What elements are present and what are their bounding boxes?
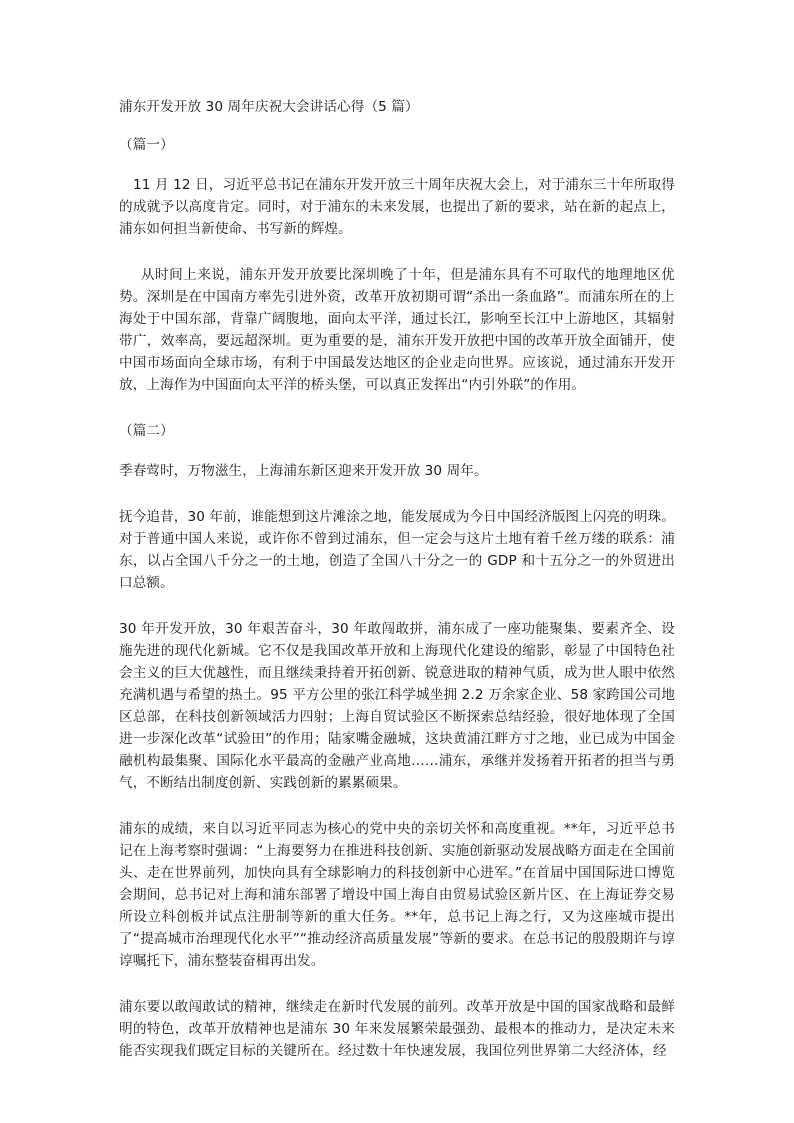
document-title: 浦东开发开放 30 周年庆祝大会讲话心得（5 篇） [119,99,419,115]
section-heading-1: （篇一） [119,137,174,153]
paragraph: 抚今追昔，30 年前，谁能想到这片滩涂之地，能发展成为今日中国经济版图上闪亮的明珠。对于普通中国人来说，或许你不曾到过浦东，但一定会与这片土地有着千丝万缕的联系：浦东，以占全国八千分之一的土地，创造了全国八十分之一的 GDP 和十五分之一的外贸进出口总额。 [119,509,675,591]
paragraph: 季春莺时，万物滋生，上海浦东新区迎来开发开放 30 周年。 [119,463,488,479]
paragraph: 从时间上来说，浦东开发开放要比深圳晚了十年，但是浦东具有不可取代的地理地区优势。深圳是在中国南方率先引进外资，改革开放初期可谓“杀出一条血路”。而浦东所在的上海处于中国东部，背靠广阔腹地，面向太平洋，通过长江，影响至长江中上游地区，其辐射带广，效率高，要远超深圳。更为重要的是，浦东开发开放把中国的改革开放全面铺开，使中国市场面向全球市场，有利于中国最发达地区的企业走向世界。应该说，通过浦东开发开放，上海作为中国面向太平洋的桥头堡，可以真正发挥出“内引外联”的作用。 [119,267,675,393]
paragraph: 浦东要以敢闯敢试的精神，继续走在新时代发展的前列。改革开放是中国的国家战略和最鲜明的特色，改革开放精神也是浦东 30 年来发展繁荣最强劲、最根本的推动力，是决定未来能否实现我们既定目标的关键所在。经过数十年快速发展，我国位列世界第二大经济体，经 [119,999,675,1059]
document-body [119,96,675,1086]
paragraph: 11 月 12 日，习近平总书记在浦东开发开放三十周年庆祝大会上，对于浦东三十年所取得的成就予以高度肯定。同时，对于浦东的未来发展，也提出了新的要求，站在新的起点上，浦东如何担当新使命、书写新的辉煌。 [119,177,675,237]
section-heading-2: （篇二） [119,423,174,439]
paragraph: 浦东的成绩，来自以习近平同志为核心的党中央的亲切关怀和高度重视。**年，习近平总书记在上海考察时强调：“上海要努力在推进科技创新、实施创新驱动发展战略方面走在全国前头、走在世界前列，加快向具有全球影响力的科技创新中心进军。”在首届中国国际进口博览会期间，总书记对上海和浦东部署了增设中国上海自由贸易试验区新片区、在上海证券交易所设立科创板并试点注册制等新的重大任务。**年，总书记上海之行，又为这座城市提出了“提高城市治理现代化水平”“推动经济高质量发展”等新的要求。在总书记的殷殷期许与谆谆嘱托下，浦东整装奋楫再出发。 [119,821,675,969]
paragraph: 30 年开发开放，30 年艰苦奋斗，30 年敢闯敢拼，浦东成了一座功能聚集、要素齐全、设施先进的现代化新城。它不仅是我国改革开放和上海现代化建设的缩影，彰显了中国特色社会主义的巨大优越性，而且继续秉持着开拓创新、锐意进取的精神气质，成为世人眼中依然充满机遇与希望的热土。95 平方公里的张江科学城坐拥 2.2 万余家企业、58 家跨国公司地区总部，在科技创新领域活力四射；上海自贸试验区不断探索总结经验，很好地体现了全国进一步深化改革“试验田”的作用；陆家嘴金融城，这块黄浦江畔方寸之地，业已成为中国金融机构最集聚、国际化水平最高的金融产业高地……浦东，承继并发扬着开拓者的担当与勇气，不断结出制度创新、实践创新的累累硕果。 [119,621,675,791]
